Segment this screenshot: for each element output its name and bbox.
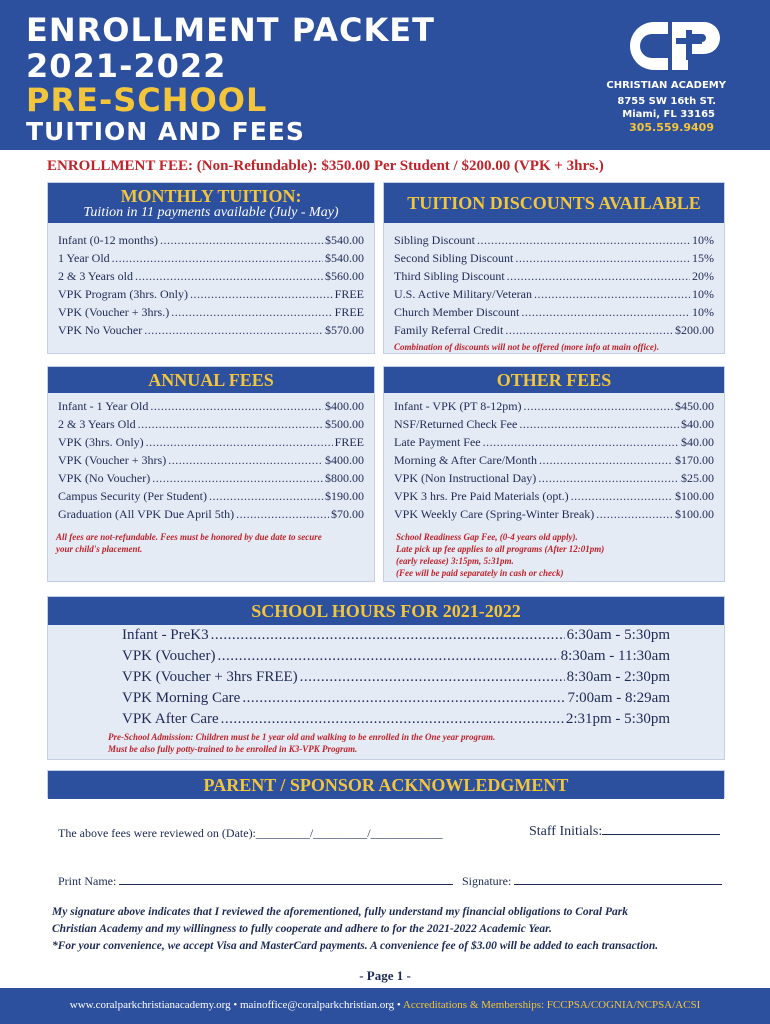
tuition-value: $540.00 bbox=[325, 233, 364, 247]
monthly-tuition-subtitle: Tuition in 11 payments available (July - May) bbox=[83, 205, 339, 220]
enrollment-fee: ENROLLMENT FEE: (Non-Refundable): $350.00 Per Student / $200.00 (VPK + 3hrs.) bbox=[47, 158, 604, 174]
school-hours-row bbox=[122, 627, 670, 648]
school-hours-note bbox=[108, 731, 495, 755]
tuition-label: VPK (Voucher + 3hrs.) bbox=[58, 305, 170, 319]
dot-leader bbox=[146, 435, 333, 450]
annual-fee-label: Graduation (All VPK Due April 5th) bbox=[58, 507, 235, 521]
annual-fees-note bbox=[56, 531, 322, 555]
other-fee-row bbox=[394, 489, 714, 507]
page-header bbox=[0, 0, 770, 150]
discount-value: 20% bbox=[692, 269, 714, 283]
school-hours-value: 6:30am - 5:30pm bbox=[566, 627, 670, 643]
dot-leader bbox=[144, 323, 323, 338]
other-fee-label: VPK (Non Instructional Day) bbox=[394, 471, 537, 485]
discounts-note: Combination of discounts will not be offered (more info at main office). bbox=[394, 342, 660, 352]
dot-leader bbox=[221, 711, 564, 728]
school-logo-icon bbox=[624, 18, 724, 74]
annual-fee-row bbox=[58, 399, 364, 417]
discount-label: Family Referral Credit bbox=[394, 323, 504, 337]
acknowledgment-header bbox=[48, 771, 724, 799]
tuition-label: VPK Program (3hrs. Only) bbox=[58, 287, 188, 301]
dot-leader bbox=[534, 287, 690, 302]
school-hours-value: 8:30am - 11:30am bbox=[560, 648, 670, 664]
tuition-value: $570.00 bbox=[325, 323, 364, 337]
print-name-field[interactable] bbox=[58, 874, 453, 889]
discount-value: 10% bbox=[692, 287, 714, 301]
other-fee-row bbox=[394, 435, 714, 453]
school-name: CHRISTIAN ACADEMY bbox=[606, 80, 726, 91]
signature-field[interactable] bbox=[462, 874, 722, 889]
other-fee-row bbox=[394, 453, 714, 471]
annual-fee-row bbox=[58, 489, 364, 507]
dot-leader bbox=[168, 453, 323, 468]
tuition-label: Infant (0-12 months) bbox=[58, 233, 158, 247]
dot-leader bbox=[539, 453, 673, 468]
page-footer bbox=[0, 988, 770, 1024]
annual-fees-note-line2: your child's placement. bbox=[56, 544, 143, 554]
other-fee-row bbox=[394, 471, 714, 489]
header-title-line3: PRE-SCHOOL bbox=[26, 81, 268, 119]
school-phone: 305.559.9409 bbox=[629, 121, 714, 134]
statement-line2: Christian Academy and my willingness to fully cooperate and adhere to for the 2021-2022 Academic Year. bbox=[52, 923, 552, 935]
monthly-tuition-box bbox=[47, 182, 375, 354]
dot-leader bbox=[521, 305, 690, 320]
annual-fee-row bbox=[58, 453, 364, 471]
header-title-line1: ENROLLMENT PACKET bbox=[26, 11, 435, 49]
annual-fee-label: Infant - 1 Year Old bbox=[58, 399, 149, 413]
dot-leader bbox=[160, 233, 323, 248]
dot-leader bbox=[217, 648, 558, 665]
other-fee-value: $40.00 bbox=[681, 417, 714, 431]
tuition-row bbox=[58, 251, 364, 269]
other-fee-label: VPK Weekly Care (Spring-Winter Break) bbox=[394, 507, 595, 521]
annual-fee-label: Campus Security (Per Student) bbox=[58, 489, 207, 503]
signature-line[interactable] bbox=[514, 884, 722, 885]
annual-fee-row bbox=[58, 417, 364, 435]
discounts-title: TUITION DISCOUNTS AVAILABLE bbox=[407, 193, 701, 213]
dot-leader bbox=[152, 471, 323, 486]
other-fee-row bbox=[394, 399, 714, 417]
other-fee-label: VPK 3 hrs. Pre Paid Materials (opt.) bbox=[394, 489, 569, 503]
statement-line3: *For your convenience, we accept Visa and MasterCard payments. A convenience fee of $3.00 will be added to each transaction. bbox=[52, 940, 659, 952]
other-fees-note-line4: (Fee will be paid separately in cash or check) bbox=[396, 568, 564, 578]
other-fees-note bbox=[396, 531, 604, 579]
annual-fee-value: $70.00 bbox=[331, 507, 364, 521]
annual-fee-value: $400.00 bbox=[325, 453, 364, 467]
tuition-row bbox=[58, 305, 364, 323]
dot-leader bbox=[171, 305, 332, 320]
other-fees-title: OTHER FEES bbox=[496, 370, 612, 390]
other-fees-list bbox=[394, 399, 714, 525]
annual-fee-value: $500.00 bbox=[325, 417, 364, 431]
staff-initials-line[interactable] bbox=[602, 834, 720, 835]
dot-leader bbox=[538, 471, 679, 486]
page-number: - Page 1 - bbox=[359, 968, 411, 983]
discount-label: Second Sibling Discount bbox=[394, 251, 514, 265]
discount-label: Church Member Discount bbox=[394, 305, 520, 319]
discount-value: 15% bbox=[692, 251, 714, 265]
annual-fee-label: VPK (3hrs. Only) bbox=[58, 435, 144, 449]
acknowledgment-box bbox=[47, 770, 725, 798]
school-hours-label: VPK Morning Care bbox=[122, 690, 241, 706]
annual-fee-label: VPK (No Voucher) bbox=[58, 471, 151, 485]
footer-contact[interactable]: www.coralparkchristianacademy.org • mainoffice@coralparkchristian.org • bbox=[69, 999, 401, 1011]
other-fees-box bbox=[383, 366, 725, 582]
dot-leader bbox=[135, 269, 323, 284]
school-hours-value: 8:30am - 2:30pm bbox=[566, 669, 670, 685]
school-hours-value: 7:00am - 8:29am bbox=[567, 690, 670, 706]
tuition-row bbox=[58, 269, 364, 287]
discount-row bbox=[394, 269, 714, 287]
annual-fee-value: $400.00 bbox=[325, 399, 364, 413]
dot-leader bbox=[211, 627, 565, 644]
annual-fee-value: $800.00 bbox=[325, 471, 364, 485]
discount-label: Third Sibling Discount bbox=[394, 269, 505, 283]
dot-leader bbox=[519, 417, 679, 432]
school-hours-row bbox=[122, 690, 670, 711]
dot-leader bbox=[209, 489, 323, 504]
dot-leader bbox=[483, 435, 679, 450]
tuition-value: $540.00 bbox=[325, 251, 364, 265]
footer-accreditations: Accreditations & Memberships: FCCPSA/COGNIA/NCPSA/ACSI bbox=[402, 999, 701, 1011]
tuition-value: $560.00 bbox=[325, 269, 364, 283]
print-name-line[interactable] bbox=[119, 884, 453, 885]
other-fee-value: $40.00 bbox=[681, 435, 714, 449]
discount-row bbox=[394, 323, 714, 341]
other-fee-row bbox=[394, 507, 714, 525]
dot-leader bbox=[236, 507, 329, 522]
acknowledgment-title: PARENT / SPONSOR ACKNOWLEDGMENT bbox=[203, 775, 569, 795]
school-hours-note-line1: Pre-School Admission: Children must be 1 year old and walking to be enrolled in the One year program. bbox=[108, 732, 496, 742]
annual-fee-row bbox=[58, 435, 364, 453]
annual-fee-label: 2 & 3 Years Old bbox=[58, 417, 136, 431]
dot-leader bbox=[507, 269, 690, 284]
monthly-tuition-header bbox=[48, 183, 374, 223]
other-fee-label: Infant - VPK (PT 8-12pm) bbox=[394, 399, 522, 413]
annual-fee-value: $190.00 bbox=[325, 489, 364, 503]
signature-label: Signature: bbox=[462, 874, 512, 888]
dot-leader bbox=[190, 287, 333, 302]
dot-leader bbox=[571, 489, 673, 504]
annual-fee-row bbox=[58, 507, 364, 525]
tuition-label: 2 & 3 Years old bbox=[58, 269, 134, 283]
tuition-value: FREE bbox=[334, 305, 364, 319]
school-hours-label: Infant - PreK3 bbox=[122, 627, 209, 643]
acknowledgment-statement bbox=[52, 904, 732, 955]
dot-leader bbox=[596, 507, 673, 522]
dot-leader bbox=[150, 399, 323, 414]
tuition-row bbox=[58, 233, 364, 251]
other-fee-label: Morning & After Care/Month bbox=[394, 453, 537, 467]
tuition-row bbox=[58, 323, 364, 341]
annual-fees-title: ANNUAL FEES bbox=[148, 370, 274, 390]
school-hours-label: VPK (Voucher) bbox=[122, 648, 216, 664]
annual-fee-value: FREE bbox=[334, 435, 364, 449]
discount-row bbox=[394, 305, 714, 323]
other-fee-label: Late Payment Fee bbox=[394, 435, 481, 449]
annual-fees-box bbox=[47, 366, 375, 582]
discount-row bbox=[394, 251, 714, 269]
discount-label: U.S. Active Military/Veteran bbox=[394, 287, 532, 301]
other-fees-header bbox=[384, 367, 724, 393]
annual-fee-row bbox=[58, 471, 364, 489]
school-hours-row bbox=[122, 648, 670, 669]
dot-leader bbox=[515, 251, 690, 266]
other-fee-value: $450.00 bbox=[675, 399, 714, 413]
school-address-line2: Miami, FL 33165 bbox=[622, 109, 715, 120]
discount-value: $200.00 bbox=[675, 323, 714, 337]
school-hours-label: VPK After Care bbox=[122, 711, 219, 727]
dot-leader bbox=[112, 251, 323, 266]
other-fee-value: $100.00 bbox=[675, 507, 714, 521]
date-reviewed-field[interactable]: The above fees were reviewed on (Date):_________/_________/____________ bbox=[58, 826, 443, 840]
discount-label: Sibling Discount bbox=[394, 233, 476, 247]
print-name-label: Print Name: bbox=[58, 874, 117, 888]
discount-row bbox=[394, 233, 714, 251]
other-fees-note-line3: (early release) 3:15pm, 5:31pm. bbox=[396, 556, 514, 566]
school-hours-label: VPK (Voucher + 3hrs FREE) bbox=[122, 669, 298, 685]
other-fee-value: $170.00 bbox=[675, 453, 714, 467]
tuition-row bbox=[58, 287, 364, 305]
dot-leader bbox=[524, 399, 673, 414]
school-hours-note-line2: Must be also fully potty-trained to be enrolled in K3-VPK Program. bbox=[108, 744, 358, 754]
tuition-label: VPK No Voucher bbox=[58, 323, 143, 337]
dot-leader bbox=[242, 690, 565, 707]
discounts-box bbox=[383, 182, 725, 354]
dot-leader bbox=[505, 323, 673, 338]
other-fees-note-line2: Late pick up fee applies to all programs (After 12:01pm) bbox=[396, 544, 605, 554]
discount-row bbox=[394, 287, 714, 305]
staff-initials-label: Staff Initials: bbox=[529, 824, 603, 839]
other-fee-label: NSF/Returned Check Fee bbox=[394, 417, 518, 431]
dot-leader bbox=[300, 669, 565, 686]
header-title-line2: 2021-2022 bbox=[26, 47, 227, 85]
discounts-list bbox=[394, 233, 714, 341]
other-fee-value: $100.00 bbox=[675, 489, 714, 503]
dot-leader bbox=[477, 233, 690, 248]
discounts-header bbox=[384, 183, 724, 223]
school-hours-row bbox=[122, 669, 670, 690]
school-hours-list bbox=[122, 627, 670, 732]
annual-fees-note-line1: All fees are not-refundable. Fees must be honored by due date to secure bbox=[56, 532, 322, 542]
tuition-label: 1 Year Old bbox=[58, 251, 110, 265]
staff-initials-field[interactable] bbox=[529, 824, 720, 840]
other-fee-row bbox=[394, 417, 714, 435]
school-hours-row bbox=[122, 711, 670, 732]
discount-value: 10% bbox=[692, 233, 714, 247]
monthly-tuition-title: MONTHLY TUITION: bbox=[120, 186, 302, 206]
annual-fee-label: VPK (Voucher + 3hrs) bbox=[58, 453, 167, 467]
monthly-tuition-list bbox=[58, 233, 364, 341]
other-fee-value: $25.00 bbox=[681, 471, 714, 485]
header-title-line4: TUITION AND FEES bbox=[26, 117, 305, 146]
school-hours-header bbox=[48, 597, 724, 625]
other-fees-note-line1: School Readiness Gap Fee, (0-4 years old apply). bbox=[396, 532, 578, 542]
discount-value: 10% bbox=[692, 305, 714, 319]
annual-fees-list bbox=[58, 399, 364, 525]
statement-line1: My signature above indicates that I reviewed the aforementioned, fully understand my financial obligations to Coral Park bbox=[52, 906, 628, 918]
school-address-line1: 8755 SW 16th ST. bbox=[617, 96, 716, 107]
school-hours-value: 2:31pm - 5:30pm bbox=[565, 711, 670, 727]
school-hours-title: SCHOOL HOURS FOR 2021-2022 bbox=[251, 601, 521, 621]
annual-fees-header bbox=[48, 367, 374, 393]
school-hours-box bbox=[47, 596, 725, 760]
dot-leader bbox=[138, 417, 323, 432]
tuition-value: FREE bbox=[334, 287, 364, 301]
